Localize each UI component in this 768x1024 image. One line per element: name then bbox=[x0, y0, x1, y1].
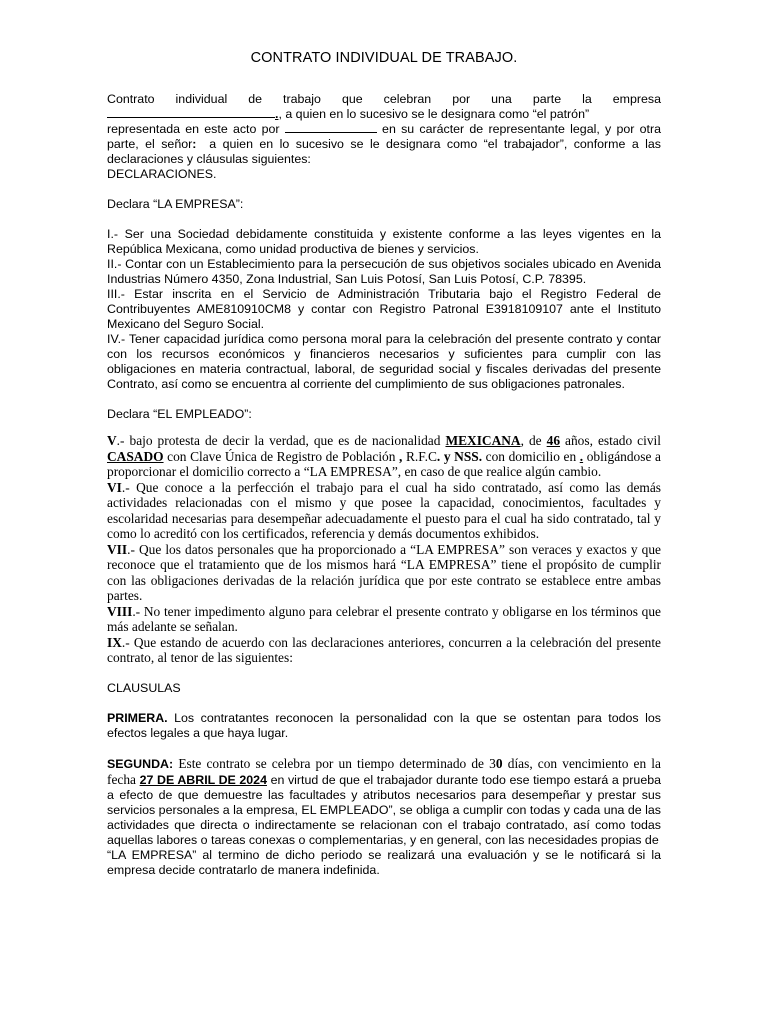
intro-line-1: Contrato individual de trabajo que celebran por una parte la empresa bbox=[107, 92, 661, 106]
empresa-heading: Declara “LA EMPRESA”: bbox=[107, 197, 244, 211]
clausula-segunda: SEGUNDA: Este contrato se celebra por un tiempo determinado de 30 días, con vencimiento en la fecha 27 DE ABRIL DE 2024 en virtud de que el trabajador durante todo ese tiempo estará a prueba a efecto de que demuestre las facultades y atributos necesarios para desempeñar y prestar sus servicios personales a la empresa, EL EMPLEADO”, se obliga a cumplir con todas y cada una de las actividades que directa o indirectamente se relacionan con el trabajo contratado, así como todas aquellas labores o tareas conexas o complementarias, y en general, con las necesidades propias de bbox=[107, 755, 661, 847]
clausulas-heading: CLAUSULAS bbox=[107, 680, 181, 695]
empresa-clause-iii: III.- Estar inscrita en el Servicio de Administración Tributaria bajo el Registro Federal de Contribuyentes AME810910CM8 y contar con Registro Patronal E3918109107 ante el Instituto Mexicano del Seguro Social. bbox=[107, 287, 661, 331]
empleado-clause-vii: VII.- Que los datos personales que ha proporcionado a “LA EMPRESA” son veraces y exactos y que reconoce que el tratamiento que de los mismos hará “LA EMPRESA” tiene el propósito de cumplir con las obligaciones derivadas de la relación jurídica que por este contrato se establece entre ambas partes. bbox=[107, 541, 661, 603]
intro-line-3: representada en este acto por en su carácter de representante legal, y por otra bbox=[107, 122, 661, 136]
document-title: CONTRATO INDIVIDUAL DE TRABAJO. bbox=[250, 50, 518, 66]
empresa-name-blank bbox=[107, 107, 275, 118]
nacionalidad-value: MEXICANA bbox=[445, 433, 521, 448]
representante-blank bbox=[285, 122, 377, 133]
empleado-clause-ix: IX.- Que estando de acuerdo con las declaraciones anteriores, concurren a la celebración del presente contrato, al tenor de las siguientes: bbox=[107, 634, 661, 665]
empleado-clause-viii: VIII.- No tener impedimento alguno para celebrar el presente contrato y obligarse en los términos que más adelante se señalan. bbox=[107, 603, 661, 634]
clausula-segunda-cont: “LA EMPRESA” al termino de dicho periodo se realizará una evaluación y se le notificará si la empresa decide contratarlo de manera indefinida. bbox=[107, 847, 661, 877]
empresa-clause-iv: IV.- Tener capacidad jurídica como persona moral para la celebración del presente contrato y contar con los recursos económicos y financieros necesarios y suficientes para cumplir con las obligaciones en materia contractual, laboral, de seguridad social y fiscales derivadas del presente Contrato, así como se encuentra al corriente del cumplimiento de sus obligaciones patronales. bbox=[107, 332, 661, 391]
declaraciones-heading: DECLARACIONES. bbox=[107, 167, 217, 181]
domicilio-blank: . bbox=[579, 448, 584, 464]
intro-paragraph bbox=[107, 92, 661, 182]
empresa-clause-ii: II.- Contar con un Establecimiento para la persecución de sus objetivos sociales ubicado en Avenida Industrias Número 4350, Zona Industrial, San Luis Potosí, San Luis Potosí, C.P. 78395. bbox=[107, 257, 661, 286]
intro-line-5: declaraciones y cláusulas siguientes: bbox=[107, 152, 311, 166]
empleado-clause-v: V.- bajo protesta de decir la verdad, que es de nacionalidad MEXICANA, de 46 años, estado civil CASADO con Clave Única de Registro de Población , R.F.C. y NSS. con domicilio en . obligándose a proporcionar el domicilio correcto a “LA EMPRESA”, en caso de que realice algún cambio. bbox=[107, 433, 661, 479]
intro-line-2: ., a quien en lo sucesivo se le designara como “el patrón” bbox=[107, 107, 661, 122]
clausula-primera: PRIMERA. Los contratantes reconocen la personalidad con la que se ostentan para todos los efectos legales a que haya lugar. bbox=[107, 710, 661, 740]
vencimiento-fecha: 27 DE ABRIL DE 2024 bbox=[139, 772, 267, 787]
empresa-blank-end: . bbox=[275, 107, 279, 121]
empleado-clause-vi: VI.- Que conoce a la perfección el trabajo para el cual ha sido contratado, así como las demás actividades relacionadas con el mismo y que posee la capacidad, conocimientos, facultades y escolaridad necesarias para desempeñar adecuadamente el puesto para el cual ha sido contratado, tal y como lo acreditó con los certificados, referencia y demás documentos exhibidos. bbox=[107, 479, 661, 541]
document-body bbox=[107, 92, 661, 878]
empleado-declarations bbox=[107, 433, 661, 666]
edad-value: 46 bbox=[546, 433, 561, 448]
empleado-heading: Declara “EL EMPLEADO”: bbox=[107, 407, 252, 421]
estado-civil-value: CASADO bbox=[107, 448, 164, 464]
intro-line-4: parte, el señor: a quien en lo sucesivo se le designara como “el trabajador”, conforme a las bbox=[107, 137, 661, 151]
empresa-clause-i: I.- Ser una Sociedad debidamente constituida y existente conforme a las leyes vigentes en la República Mexicana, como unidad productiva de bienes y servicios. bbox=[107, 227, 661, 256]
